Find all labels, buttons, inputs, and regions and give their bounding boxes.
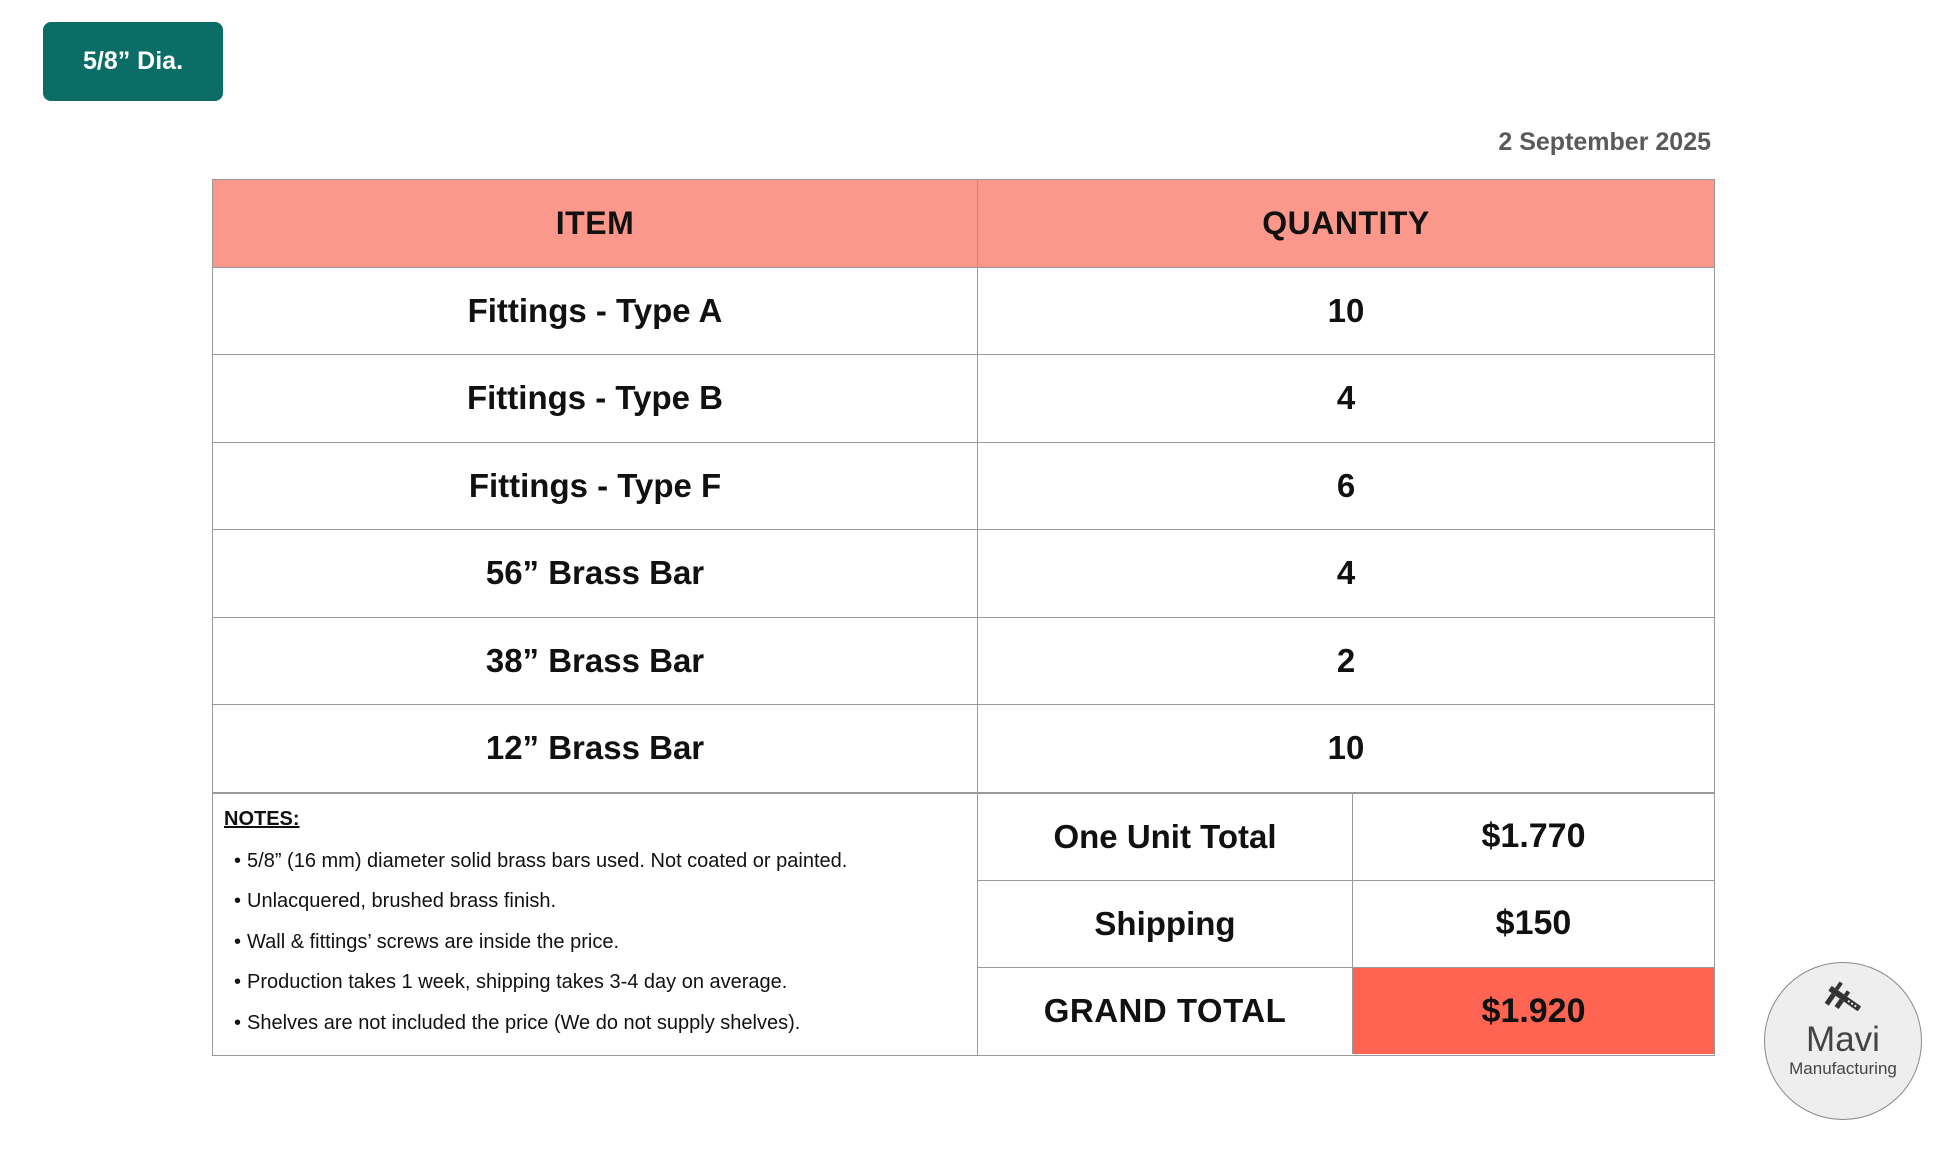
- row-quantity: 10: [1327, 291, 1365, 329]
- row-item: 12” Brass Bar: [213, 705, 978, 792]
- note-item: • Production takes 1 week, shipping takes 3-4 day on average.: [224, 962, 977, 1003]
- quote-date: 2 September 2025: [1498, 128, 1711, 156]
- table-row: [213, 443, 1714, 531]
- row-quantity: 6: [1336, 466, 1356, 504]
- table-row: [213, 705, 1714, 793]
- row-quantity: 10: [1327, 729, 1365, 767]
- table-row: [213, 268, 1714, 356]
- note-item: • Unlacquered, brushed brass finish.: [224, 881, 977, 922]
- note-item: • Wall & fittings’ screws are inside the price.: [224, 922, 977, 963]
- totals-panel: [978, 794, 1714, 1055]
- diameter-badge: [43, 22, 223, 101]
- quote-table: [212, 179, 1715, 1056]
- one-unit-total-row: [978, 794, 1714, 881]
- diameter-badge-label: 5/8” Dia.: [82, 47, 184, 75]
- company-logo: [1764, 962, 1922, 1120]
- logo-subtitle: Manufacturing: [1789, 1059, 1897, 1078]
- row-quantity: 4: [1336, 554, 1356, 592]
- logo-name: Mavi: [1806, 1020, 1880, 1059]
- row-quantity: 4: [1336, 379, 1356, 417]
- note-item: • Shelves are not included the price (We do not supply shelves).: [224, 1003, 977, 1044]
- table-header-row: [213, 180, 1714, 268]
- one-unit-total-label: One Unit Total: [978, 794, 1353, 880]
- row-item: 56” Brass Bar: [213, 530, 978, 617]
- header-item: ITEM: [213, 180, 978, 267]
- table-row: [213, 530, 1714, 618]
- row-item: Fittings - Type F: [213, 443, 978, 530]
- summary-section: [213, 793, 1714, 1055]
- row-item: Fittings - Type A: [213, 268, 978, 355]
- row-item: Fittings - Type B: [213, 355, 978, 442]
- table-row: [213, 355, 1714, 443]
- table-row: [213, 618, 1714, 706]
- notes-panel: [213, 794, 978, 1055]
- grand-total-value: $1.920: [1353, 968, 1714, 1054]
- note-item: • 5/8” (16 mm) diameter solid brass bars used. Not coated or painted.: [224, 841, 977, 882]
- notes-list: [224, 841, 977, 1044]
- shipping-label: Shipping: [978, 881, 1353, 967]
- row-quantity: 2: [1336, 641, 1356, 679]
- row-item: 38” Brass Bar: [213, 618, 978, 705]
- grand-total-label: GRAND TOTAL: [978, 968, 1353, 1054]
- notes-title: NOTES:: [224, 807, 300, 830]
- header-quantity: QUANTITY: [1262, 204, 1430, 241]
- shipping-row: [978, 881, 1714, 968]
- shipping-value: $150: [1495, 904, 1572, 943]
- caliper-icon: [1821, 981, 1865, 1021]
- one-unit-total-value: $1.770: [1481, 817, 1586, 856]
- grand-total-row: [978, 968, 1714, 1054]
